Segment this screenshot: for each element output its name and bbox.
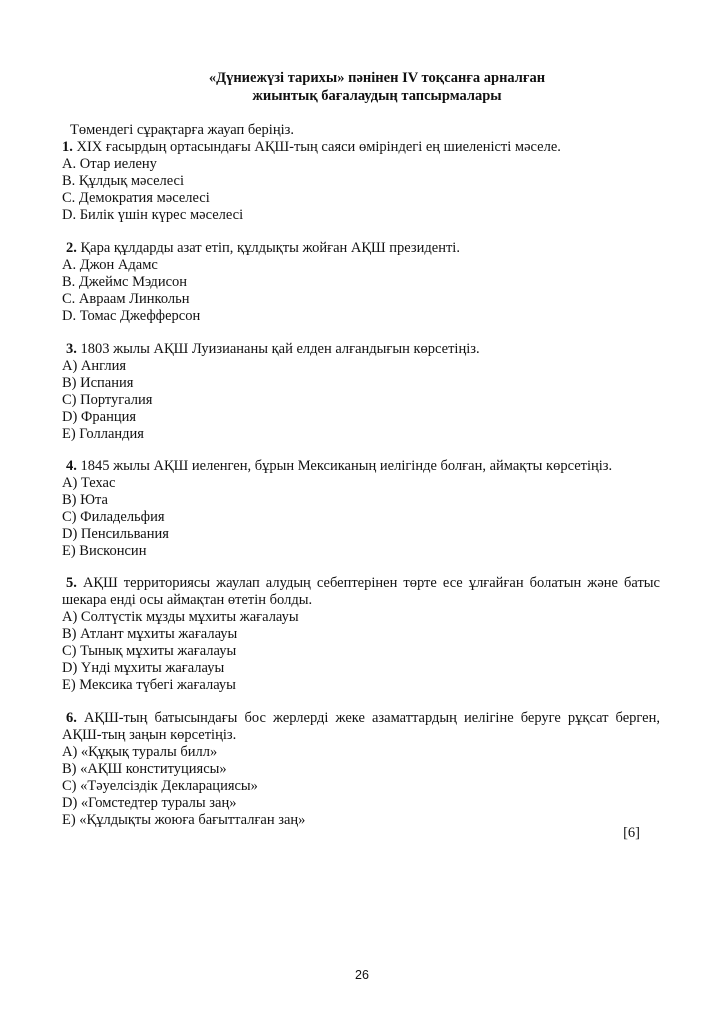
option-1d: D. Билік үшін күрес мәселесі <box>62 207 244 223</box>
page-number: 26 <box>355 968 369 982</box>
question-2 <box>66 240 666 257</box>
option-4b: B) Юта <box>62 492 108 508</box>
option-5e: E) Мексика түбегі жағалауы <box>62 677 236 693</box>
question-number: 1. <box>62 139 73 155</box>
option-4a: A) Техас <box>62 475 116 491</box>
option-3d: D) Франция <box>62 409 137 425</box>
question-text-line1: АҚШ территориясы жаулап алудың себептерінен төрте есе ұлғайған болатын және батыс <box>76 575 660 591</box>
option-4d: D) Пенсильвания <box>62 526 169 542</box>
question-4 <box>66 458 666 475</box>
option-1c: C. Демократия мәселесі <box>62 190 210 206</box>
option-3c: C) Португалия <box>62 392 153 408</box>
option-6e: E) «Құлдықты жоюға бағытталған заң» <box>62 812 306 828</box>
question-3 <box>66 341 666 358</box>
option-6a: A) «Құқық туралы билл» <box>62 744 218 760</box>
option-4c: C) Филадельфия <box>62 509 165 525</box>
option-6c: C) «Тәуелсіздік Декларациясы» <box>62 778 258 794</box>
question-text: 1803 жылы АҚШ Луизиананы қай елден алғандығын көрсетіңіз. <box>80 341 480 357</box>
question-text: Қара құлдарды азат етіп, құлдықты жойған АҚШ президенті. <box>80 240 460 256</box>
question-number: 5. <box>66 575 77 591</box>
option-2c: C. Авраам Линкольн <box>62 291 190 307</box>
question-6-text-line2: АҚШ-тың заңын көрсетіңіз. <box>62 727 237 743</box>
question-text: 1845 жылы АҚШ иеленген, бұрын Мексиканың иелігінде болған, аймақты көрсетіңіз. <box>80 458 613 474</box>
option-5a: A) Солтүстік мұзды мұхиты жағалауы <box>62 609 299 625</box>
option-6b: B) «АҚШ конституциясы» <box>62 761 227 777</box>
question-6 <box>66 710 660 727</box>
question-number: 2. <box>66 240 77 256</box>
option-3e: E) Голландия <box>62 426 144 442</box>
option-3b: B) Испания <box>62 375 134 391</box>
option-4e: E) Висконсин <box>62 543 147 559</box>
option-2a: A. Джон Адамс <box>62 257 158 273</box>
question-number: 6. <box>66 710 77 726</box>
question-1 <box>62 139 662 156</box>
option-2b: B. Джеймс Мэдисон <box>62 274 188 290</box>
option-6d: D) «Гомстедтер туралы заң» <box>62 795 237 811</box>
instruction-text: Төмендегі сұрақтарға жауап беріңіз. <box>70 122 294 138</box>
option-5c: C) Тынық мұхиты жағалауы <box>62 643 237 659</box>
score-marker: [6] <box>623 825 640 841</box>
question-text-line1: АҚШ-тың батысындағы бос жерлерді жеке азаматтардың иелігіне беруге рұқсат берген, <box>76 710 660 726</box>
question-text: XIX ғасырдың ортасындағы АҚШ-тың саяси өміріндегі ең шиеленісті мәселе. <box>76 139 561 155</box>
option-1b: B. Құлдық мәселесі <box>62 173 185 189</box>
option-1a: A. Отар иелену <box>62 156 157 172</box>
option-5d: D) Үнді мұхиты жағалауы <box>62 660 225 676</box>
question-5 <box>66 575 660 592</box>
question-number: 3. <box>66 341 77 357</box>
option-2d: D. Томас Джефферсон <box>62 308 201 324</box>
option-3a: A) Англия <box>62 358 127 374</box>
document-title-line2: жиынтық бағалаудың тапсырмалары <box>252 88 502 104</box>
option-5b: B) Атлант мұхиты жағалауы <box>62 626 238 642</box>
document-title-line1: «Дүниежүзі тарихы» пәнінен IV тоқсанға арналған <box>208 70 546 86</box>
question-number: 4. <box>66 458 77 474</box>
question-5-text-line2: шекара енді осы аймақтан өтетін болды. <box>62 592 313 608</box>
